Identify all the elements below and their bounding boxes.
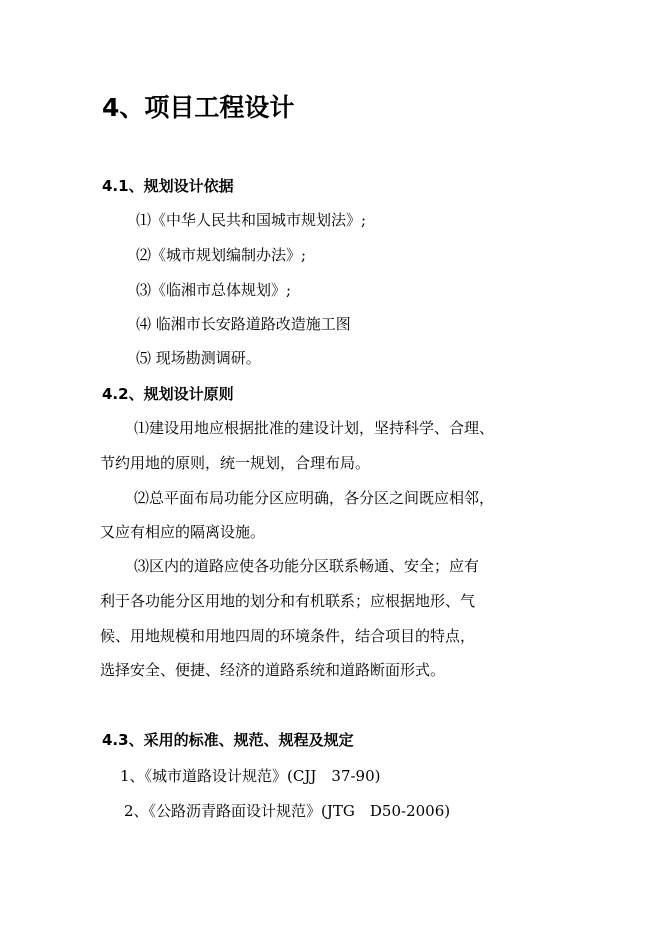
section-heading-4-3: 4.3、采用的标准、规范、规程及规定 xyxy=(102,731,354,749)
principle-line: ⑵总平面布局功能分区应明确，各分区之间既应相邻， xyxy=(134,489,495,507)
section-heading-4-2: 4.2、规划设计原则 xyxy=(102,385,234,403)
standard-item: 1、《城市道路设计规范》(CJJ 37-90) xyxy=(120,767,381,785)
basis-item: ⑶《临湘市总体规划》; xyxy=(136,281,292,299)
principle-line: 又应有相应的隔离设施。 xyxy=(100,523,266,541)
standard-item: 2、《公路沥青路面设计规范》(JTG D50-2006) xyxy=(124,802,451,820)
principle-line: 候、用地规模和用地四周的环境条件，结合项目的特点， xyxy=(100,627,476,645)
principle-line: 利于各功能分区用地的划分和有机联系；应根据地形、气 xyxy=(100,592,476,610)
principle-line: ⑶区内的道路应使各功能分区联系畅通、安全；应有 xyxy=(134,557,480,575)
principle-line: 节约用地的原则，统一规划，合理布局。 xyxy=(100,454,371,472)
principle-line: 选择安全、便捷、经济的道路系统和道路断面形式。 xyxy=(100,661,446,679)
basis-item: ⑷ 临湘市长安路道路改造施工图 xyxy=(136,315,351,333)
basis-item: ⑴《中华人民共和国城市规划法》; xyxy=(136,211,367,229)
basis-item: ⑵《城市规划编制办法》; xyxy=(136,246,307,264)
page-title: 4、项目工程设计 xyxy=(102,93,295,122)
section-heading-4-1: 4.1、规划设计依据 xyxy=(102,177,234,195)
principle-line: ⑴建设用地应根据批准的建设计划，坚持科学、合理、 xyxy=(134,419,495,437)
basis-item: ⑸ 现场勘测调研。 xyxy=(136,349,261,367)
